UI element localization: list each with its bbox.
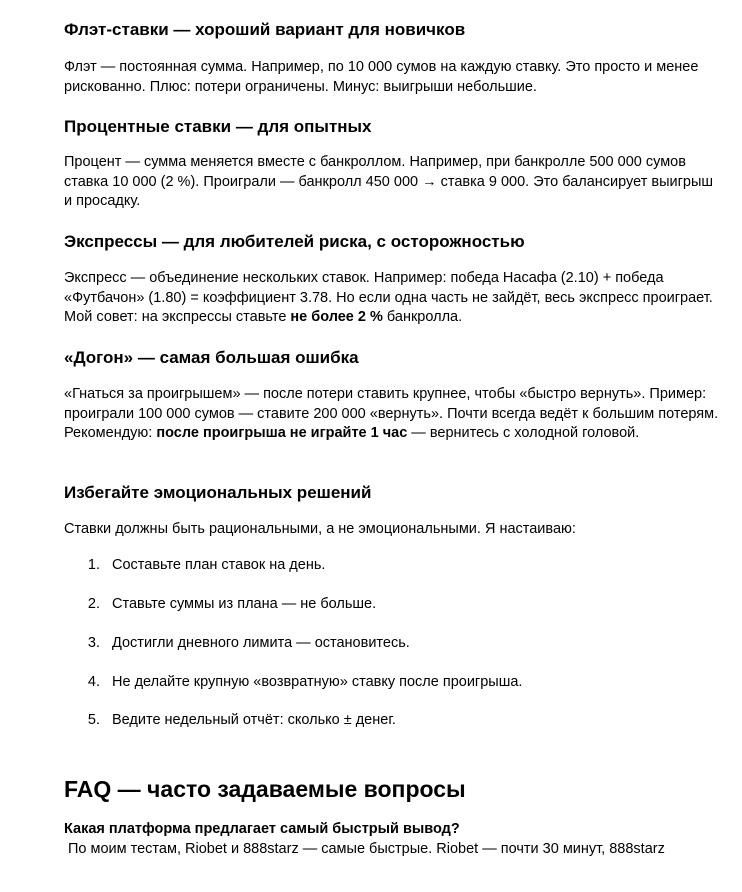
section-heading: Флэт-ставки — хороший вариант для новичков bbox=[64, 20, 466, 39]
section-heading: «Догон» — самая большая ошибка bbox=[64, 348, 359, 367]
list-number: 2. bbox=[87, 596, 100, 612]
section-paragraph: «Гнаться за проигрышем» — после потери ставить крупнее, чтобы «быстро вернуть». Пример: проиграли 100 000 сумов — ставите 200 000 «вернуть». Почти всегда ведёт к большим потерям. Рекомендую: после проигрыша не играйте 1 час — вернитесь с холодной головой. bbox=[64, 386, 719, 442]
list-text: Составьте план ставок на день. bbox=[112, 557, 326, 573]
section-heading: Экспрессы — для любителей риска, с осторожностью bbox=[64, 232, 525, 251]
faq-answer: По моим тестам, Riobet и 888starz — самые быстрые. Riobet — почти 30 минут, 888starz bbox=[68, 841, 665, 857]
section-paragraph: Экспресс — объединение нескольких ставок. Например: победа Насафа (2.10) + победа «Футбачон» (1.80) = коэффициент 3.78. Но если одна часть не зайдёт, весь экспресс проиграет. Мой совет: на экспрессы ставьте не более 2 % банкролла. bbox=[64, 270, 713, 326]
section-heading: Избегайте эмоциональных решений bbox=[64, 483, 372, 502]
emphasis-text: не более 2 % bbox=[290, 309, 383, 326]
section-paragraph: Процент — сумма меняется вместе с банкроллом. Например, при банкролле 500 000 сумов ставка 10 000 (2 %). Проиграли — банкролл 450 000 → ставка 9 000. Это балансирует выигрыш и просадку. bbox=[64, 154, 714, 210]
section-paragraph: Флэт — постоянная сумма. Например, по 10 000 сумов на каждую ставку. Это просто и менее рискованно. Плюс: потери ограничены. Минус: выигрыши небольшие. bbox=[64, 59, 699, 95]
faq-question: Какая платформа предлагает самый быстрый вывод? bbox=[64, 821, 460, 837]
faq-title: FAQ — часто задаваемые вопросы bbox=[64, 776, 466, 802]
list-text: Ведите недельный отчёт: сколько ± денег. bbox=[112, 712, 396, 728]
emphasis-text: после проигрыша не играйте 1 час bbox=[156, 425, 408, 442]
list-number: 3. bbox=[87, 635, 100, 651]
list-number: 5. bbox=[87, 712, 100, 728]
list-text: Достигли дневного лимита — остановитесь. bbox=[112, 635, 410, 651]
list-text: Не делайте крупную «возвратную» ставку после проигрыша. bbox=[112, 674, 523, 690]
list-number: 4. bbox=[87, 674, 100, 690]
list-text: Ставьте суммы из плана — не больше. bbox=[112, 596, 377, 612]
list-number: 1. bbox=[87, 557, 100, 573]
section-heading: Процентные ставки — для опытных bbox=[64, 117, 372, 136]
section-paragraph: Ставки должны быть рациональными, а не эмоциональными. Я настаиваю: bbox=[64, 521, 576, 537]
